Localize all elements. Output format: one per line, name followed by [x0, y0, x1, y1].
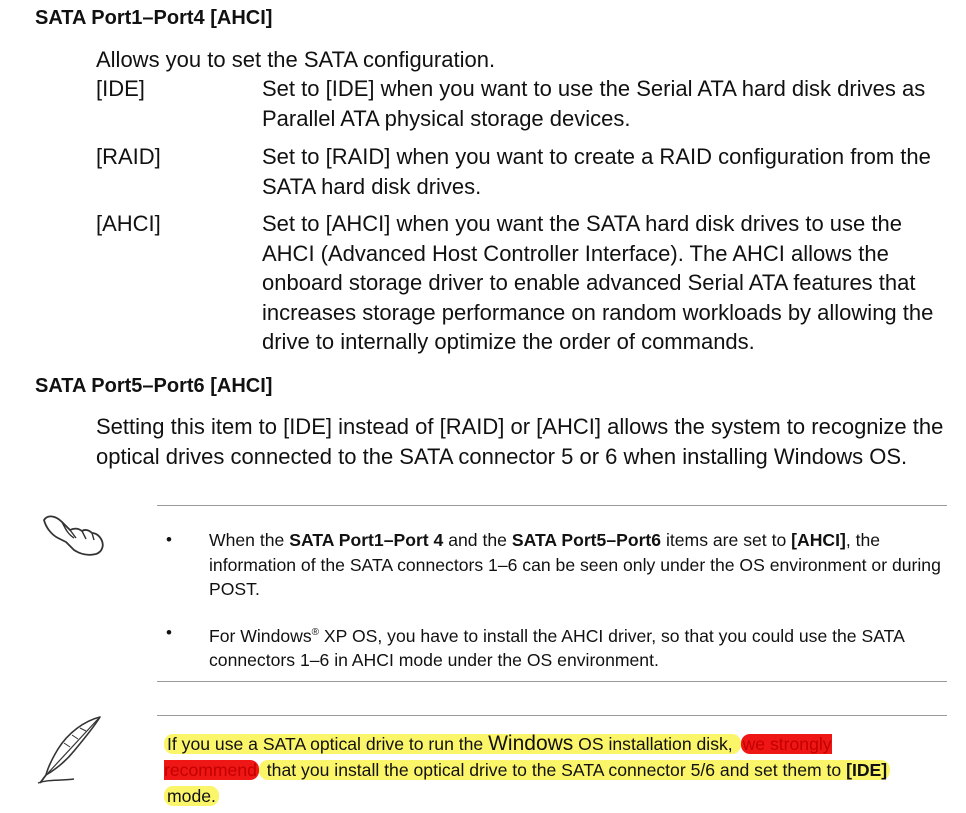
option-ide-key: [IDE]: [96, 76, 145, 101]
tip-top-divider: [157, 715, 947, 716]
note-item-2: For Windows® XP OS, you have to install the AHCI driver, so that you could use the SATA connectors 1–6 in AHCI mode under the OS environment.: [209, 625, 904, 671]
note-bullet-1: •: [166, 530, 172, 549]
tip-text: If you use a SATA optical drive to run the Windows OS installation disk, we strongly recommend that you install the optical drive to the SATA connector 5/6 and set them to [IDE] mode.: [164, 731, 924, 809]
option-ide-desc: Set to [IDE] when you want to use the Serial ATA hard disk drives as Parallel ATA physical storage devices.: [262, 76, 926, 131]
note-item-1: When the SATA Port1–Port 4 and the SATA Port5–Port6 items are set to [AHCI], the information of the SATA connectors 1–6 can be seen only under the OS environment or during POST.: [209, 530, 941, 599]
note-bottom-divider: [157, 681, 947, 682]
section1-heading: SATA Port1–Port4 [AHCI]: [35, 7, 273, 29]
option-ahci-desc: Set to [AHCI] when you want the SATA hard disk drives to use the AHCI (Advanced Host Controller Interface). The AHCI allows the onboard storage driver to enable advanced Serial ATA features that increases storage performance on random workloads by allowing the drive to internally optimize the order of commands.: [262, 211, 934, 354]
hand-pointing-icon: [40, 508, 108, 558]
section1-intro: Allows you to set the SATA configuration.: [96, 47, 496, 72]
option-raid-key: [RAID]: [96, 144, 161, 169]
note-bullet-2: •: [166, 623, 172, 642]
section2-text: Setting this item to [IDE] instead of [RAID] or [AHCI] allows the system to recognize the optical drives connected to the SATA connector 5 or 6 when installing Windows OS.: [96, 414, 944, 469]
note-top-divider: [157, 505, 947, 506]
option-raid-desc: Set to [RAID] when you want to create a RAID configuration from the SATA hard disk drives.: [262, 144, 931, 199]
option-ahci-key: [AHCI]: [96, 211, 161, 236]
quill-pen-icon: [34, 713, 106, 785]
section2-heading: SATA Port5–Port6 [AHCI]: [35, 375, 273, 397]
tip-red-highlight: we strongly recommend: [164, 734, 832, 780]
